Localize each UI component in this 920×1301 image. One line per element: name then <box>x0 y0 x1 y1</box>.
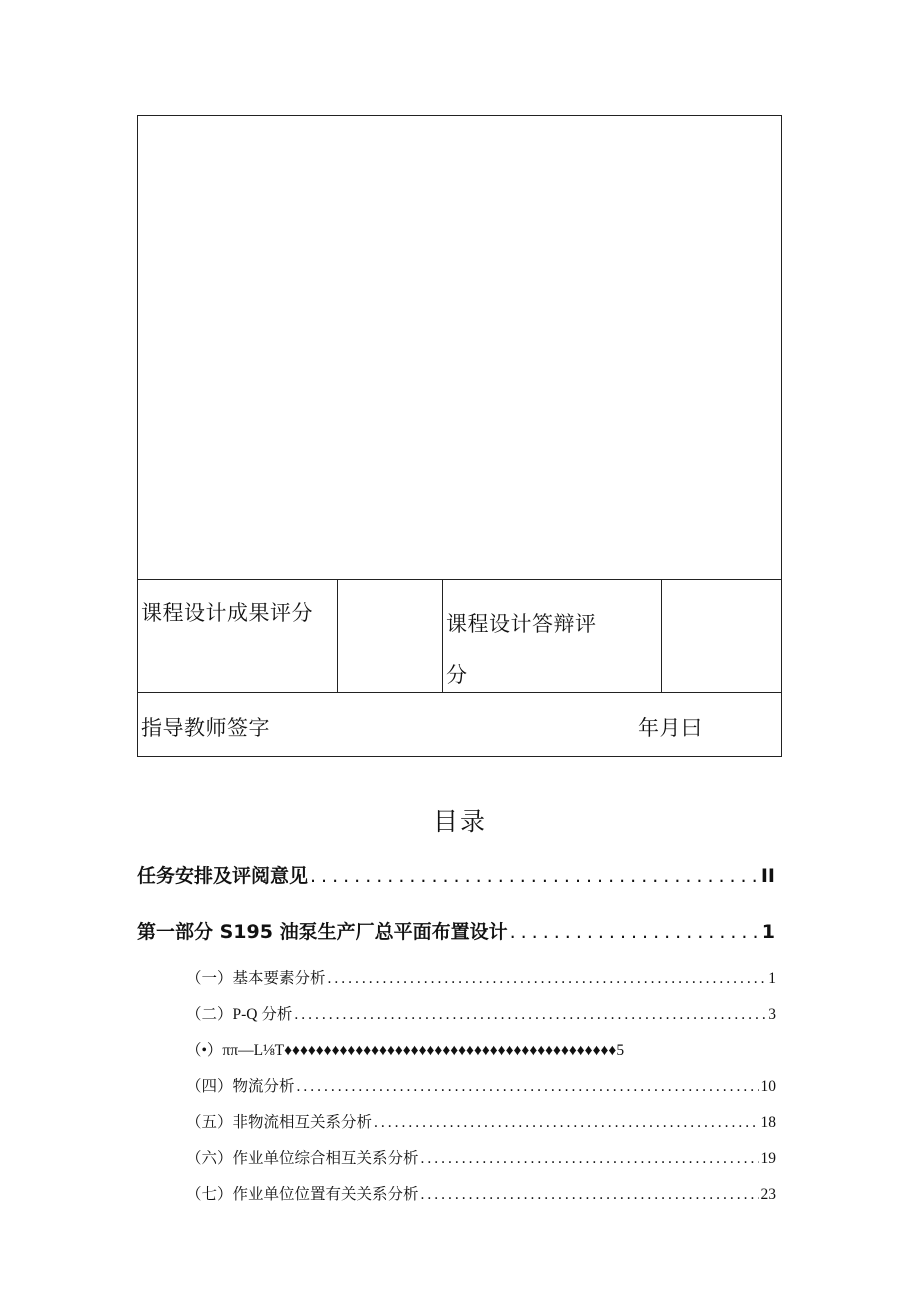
toc-leader-dots <box>510 921 760 943</box>
evaluation-table <box>137 115 782 757</box>
toc-subentry-text: （一）基本要素分析 <box>186 970 326 987</box>
result-score-value-cell <box>338 579 443 692</box>
date-label: 年月曰 <box>638 716 703 740</box>
defense-score-value-cell <box>662 579 781 692</box>
defense-score-label-cell <box>443 579 662 692</box>
toc-subentry[interactable] <box>186 1074 776 1096</box>
toc-subentry-page: 1 <box>768 970 776 987</box>
toc-subentry-text: （七）作业单位位置有关关系分析 <box>186 1186 419 1203</box>
score-row <box>138 579 781 693</box>
defense-score-label-line2: 分 <box>446 663 468 687</box>
toc-subentry-page: 10 <box>760 1078 776 1095</box>
result-score-label-cell <box>138 579 338 692</box>
toc-subentry-text: （五）非物流相互关系分析 <box>186 1114 373 1131</box>
result-score-label: 课程设计成果评分 <box>141 601 313 625</box>
teacher-signature-label: 指导教师签字 <box>141 716 270 740</box>
toc-leader-dots <box>328 970 767 988</box>
toc-entry-page: 1 <box>761 921 775 943</box>
toc-title: 目录 <box>432 807 487 836</box>
signature-row <box>138 692 781 756</box>
toc-entry-text: 任务安排及评阅意见 <box>137 865 309 887</box>
toc-leader-dots <box>374 1114 758 1132</box>
toc-subentry-garbled[interactable]: （•）ππ—L⅛T♦♦♦♦♦♦♦♦♦♦♦♦♦♦♦♦♦♦♦♦♦♦♦♦♦♦♦♦♦♦♦♦♦♦♦♦♦♦♦♦♦♦5 <box>186 1042 625 1059</box>
toc-entry[interactable] <box>137 917 775 944</box>
toc-subentry[interactable] <box>186 1146 776 1168</box>
toc-subentry-page: 23 <box>760 1186 776 1203</box>
defense-score-label-line1: 课程设计答辩评 <box>446 612 597 636</box>
comments-area <box>138 116 781 580</box>
toc-subentry[interactable] <box>186 1110 776 1132</box>
defense-score-label <box>446 599 616 701</box>
toc-subentry[interactable] <box>186 966 776 988</box>
toc-leader-dots <box>310 865 759 887</box>
toc-subentry[interactable] <box>186 1182 776 1204</box>
toc-leader-dots <box>421 1186 759 1204</box>
toc-subentry-page: 18 <box>760 1114 776 1131</box>
toc-leader-dots <box>421 1150 759 1168</box>
toc-entry[interactable] <box>137 861 775 888</box>
toc-entry-text: 第一部分 S195 油泵生产厂总平面布置设计 <box>137 921 508 943</box>
toc-leader-dots <box>297 1078 759 1096</box>
toc-subentry-text: （四）物流分析 <box>186 1078 295 1095</box>
toc-subentry-text: （二）P-Q 分析 <box>186 1006 293 1023</box>
toc-subentry-page: 3 <box>768 1006 776 1023</box>
toc-subentry-page: 19 <box>760 1150 776 1167</box>
toc-leader-dots <box>294 1006 766 1024</box>
toc-subentry[interactable] <box>186 1002 776 1024</box>
toc-entry-page: II <box>760 865 775 887</box>
toc-subentry-text: （六）作业单位综合相互关系分析 <box>186 1150 419 1167</box>
